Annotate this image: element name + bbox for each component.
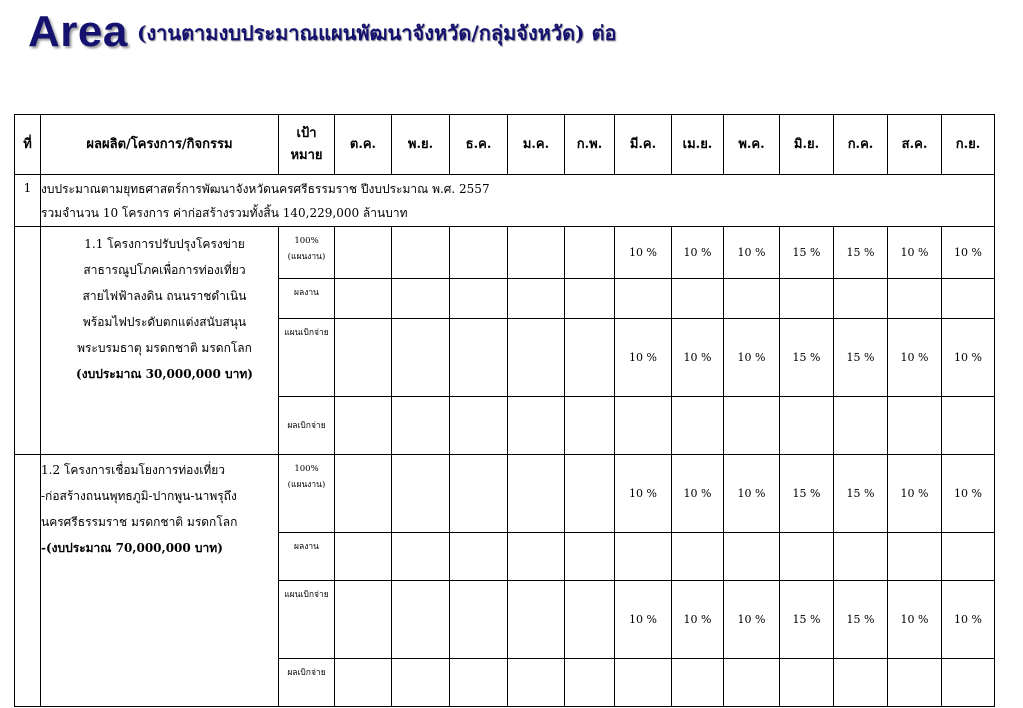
project-line: พร้อมไฟประดับตกแต่งสนับสนุน <box>82 315 247 329</box>
disburse-plan-cell <box>450 319 508 397</box>
project-line: พระบรมธาตุ มรดกชาติ มรดกโลก <box>77 341 252 355</box>
disburse-plan-cell: 10 % <box>615 319 672 397</box>
plan-cell: 10 % <box>672 455 724 533</box>
plan-cell: 10 % <box>724 227 780 279</box>
disburse-result-label: ผลเบิกจ่าย <box>279 659 335 707</box>
header-no: ที่ <box>15 115 41 175</box>
disburse-plan-cell: 15 % <box>834 319 888 397</box>
plan-cell: 10 % <box>615 227 672 279</box>
page-title <box>28 7 617 56</box>
disburse-plan-cell <box>392 581 450 659</box>
project-1-description <box>41 227 279 455</box>
project-2-plan-row <box>15 455 995 533</box>
plan-cell <box>450 455 508 533</box>
title-subtitle: (งานตามงบประมาณแผนพัฒนาจังหวัด/กลุ่มจังหวัด) ต่อ <box>136 21 617 45</box>
plan-label-line2: (แผนงาน) <box>287 252 326 262</box>
header-month: ก.ย. <box>942 115 995 175</box>
disburse-plan-cell: 15 % <box>780 319 834 397</box>
disburse-plan-cell: 10 % <box>672 581 724 659</box>
plan-cell <box>335 455 392 533</box>
project-budget: (งบประมาณ 30,000,000 บาท) <box>76 367 253 381</box>
plan-cell <box>565 455 615 533</box>
plan-cell: 15 % <box>780 227 834 279</box>
project-line: สายไฟฟ้าลงดิน ถนนราชดำเนิน <box>82 289 247 303</box>
title-main: Area <box>28 7 128 56</box>
plan-cell: 10 % <box>615 455 672 533</box>
disburse-plan-label: แผนเบิกจ่าย <box>279 581 335 659</box>
project-line: สาธารณูปโภคเพื่อการท่องเที่ยว <box>83 263 246 277</box>
header-month: พ.ค. <box>724 115 780 175</box>
plan-cell <box>508 455 565 533</box>
plan-label-line1: 100% <box>294 236 319 246</box>
header-month: ต.ค. <box>335 115 392 175</box>
project-line: -ก่อสร้างถนนพุทธภูมิ-ปากพูน-นาพรุถึง <box>41 489 237 503</box>
plan-table <box>14 114 995 707</box>
header-month: ส.ค. <box>888 115 942 175</box>
header-target <box>279 115 335 175</box>
plan-cell <box>565 227 615 279</box>
project-line: นครศรีธรรมราช มรดกชาติ มรดกโลก <box>41 515 238 529</box>
result-label: ผลงาน <box>279 279 335 319</box>
plan-cell: 10 % <box>888 227 942 279</box>
section-description <box>41 175 995 227</box>
plan-cell: 10 % <box>724 455 780 533</box>
plan-cell: 10 % <box>888 455 942 533</box>
disburse-plan-cell: 10 % <box>724 319 780 397</box>
disburse-plan-cell: 15 % <box>780 581 834 659</box>
disburse-plan-cell <box>565 581 615 659</box>
result-label: ผลงาน <box>279 533 335 581</box>
header-month: ก.ค. <box>834 115 888 175</box>
project-budget: -(งบประมาณ 70,000,000 บาท) <box>41 541 223 555</box>
header-month: ม.ค. <box>508 115 565 175</box>
plan-cell <box>508 227 565 279</box>
section-row <box>15 175 995 227</box>
disburse-plan-cell: 10 % <box>888 319 942 397</box>
header-target-line1: เป้า <box>296 125 317 141</box>
plan-cell <box>392 227 450 279</box>
plan-label <box>279 455 335 533</box>
header-target-line2: หมาย <box>290 147 323 163</box>
disburse-plan-label: แผนเบิกจ่าย <box>279 319 335 397</box>
plan-cell <box>392 455 450 533</box>
plan-cell <box>335 227 392 279</box>
disburse-plan-cell <box>508 581 565 659</box>
plan-cell <box>450 227 508 279</box>
header-month: ก.พ. <box>565 115 615 175</box>
section-number: 1 <box>15 175 41 227</box>
plan-label-line1: 100% <box>294 464 319 474</box>
plan-cell: 15 % <box>834 227 888 279</box>
plan-cell: 10 % <box>942 455 995 533</box>
project-2-no-cell <box>15 455 41 707</box>
disburse-plan-cell: 10 % <box>615 581 672 659</box>
project-line: 1.2 โครงการเชื่อมโยงการท่องเที่ยว <box>41 463 226 477</box>
disburse-plan-cell <box>508 319 565 397</box>
header-month: เม.ย. <box>672 115 724 175</box>
disburse-plan-cell: 10 % <box>888 581 942 659</box>
section-line2: รวมจำนวน 10 โครงการ ค่าก่อสร้างรวมทั้งสิ้น 140,229,000 ล้านบาท <box>41 206 408 220</box>
project-2-description <box>41 455 279 707</box>
plan-label <box>279 227 335 279</box>
disburse-plan-cell <box>565 319 615 397</box>
disburse-plan-cell: 10 % <box>724 581 780 659</box>
project-line: 1.1 โครงการปรับปรุงโครงข่าย <box>84 237 245 251</box>
plan-cell: 10 % <box>942 227 995 279</box>
disburse-plan-cell <box>335 319 392 397</box>
header-output: ผลผลิต/โครงการ/กิจกรรม <box>41 115 279 175</box>
project-1-no-cell <box>15 227 41 455</box>
disburse-plan-cell <box>335 581 392 659</box>
plan-cell: 15 % <box>780 455 834 533</box>
disburse-plan-cell <box>392 319 450 397</box>
header-month: ธ.ค. <box>450 115 508 175</box>
disburse-plan-cell: 10 % <box>942 581 995 659</box>
project-1-plan-row <box>15 227 995 279</box>
header-month: มิ.ย. <box>780 115 834 175</box>
plan-label-line2: (แผนงาน) <box>287 480 326 490</box>
plan-cell: 10 % <box>672 227 724 279</box>
header-row <box>15 115 995 175</box>
disburse-result-label: ผลเบิกจ่าย <box>279 397 335 455</box>
disburse-plan-cell: 10 % <box>942 319 995 397</box>
plan-cell: 15 % <box>834 455 888 533</box>
section-line1: งบประมาณตามยุทธศาสตร์การพัฒนาจังหวัดนครศรีธรรมราช ปีงบประมาณ พ.ศ. 2557 <box>41 182 490 196</box>
disburse-plan-cell: 15 % <box>834 581 888 659</box>
header-month: มี.ค. <box>615 115 672 175</box>
header-month: พ.ย. <box>392 115 450 175</box>
disburse-plan-cell <box>450 581 508 659</box>
disburse-plan-cell: 10 % <box>672 319 724 397</box>
